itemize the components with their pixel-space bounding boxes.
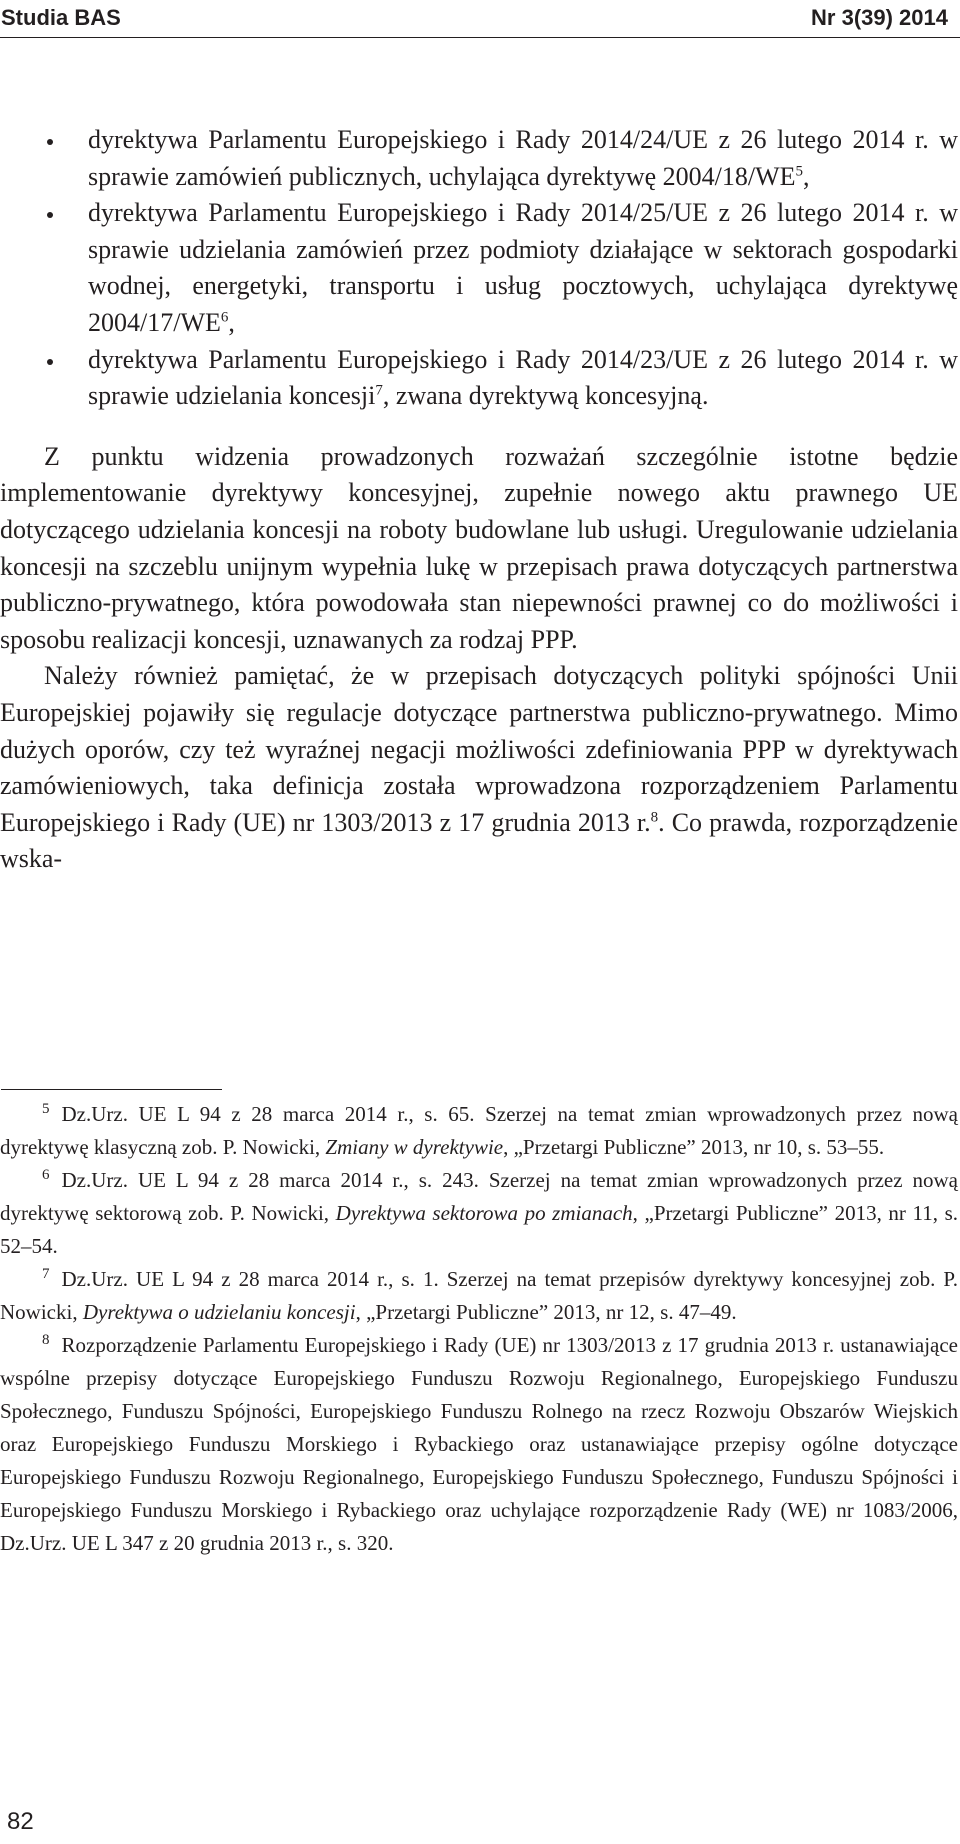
footnotes bbox=[0, 1098, 958, 1560]
footnote-ref[interactable]: 7 bbox=[375, 382, 383, 399]
footnote-ref[interactable]: 5 bbox=[795, 162, 804, 179]
footnote: $^6$ Dz.Urz. UE L 94 z 28 marca 2014 r., s. 243. Szerzej na temat zmian wprowadzonych przez nową dyrektywę sektorową zob. P. Nowicki, Dyrektywa sektorowa po zmianach, „Przetargi Publiczne” 2013, nr 11, s. 52–54. bbox=[0, 1167, 958, 1258]
footnote-separator bbox=[1, 1089, 222, 1090]
running-header bbox=[0, 0, 960, 40]
footnote: $^5$ Dz.Urz. UE L 94 z 28 marca 2014 r., s. 65. Szerzej na temat zmian wprowadzonych przez nową dyrektywę klasyczną zob. P. Nowicki, Zmiany w dyrektywie, „Przetargi Publiczne” 2013, nr 10, s. 53–55. bbox=[0, 1101, 958, 1159]
journal-title: Studia BAS bbox=[1, 5, 121, 30]
footnote-number: 6 bbox=[42, 1167, 50, 1183]
footnote: $^7$ Dz.Urz. UE L 94 z 28 marca 2014 r., s. 1. Szerzej na temat przepisów dyrektywy koncesyjnej zob. P. Nowicki, Dyrektywa o udzielaniu koncesji, „Przetargi Publiczne” 2013, nr 12, s. 47–49. bbox=[0, 1266, 958, 1324]
header-rule bbox=[0, 37, 960, 38]
list-item: dyrektywa Parlamentu Europejskiego i Rady 2014/23/UE z 26 lutego 2014 r. w sprawie udzielania koncesji$^7$, zwana dyrektywą koncesyjną. bbox=[0, 342, 958, 415]
footnote-number: 8 bbox=[42, 1332, 50, 1348]
main-text bbox=[0, 122, 958, 878]
paragraph: Z punktu widzenia prowadzonych rozważań szczególnie istotne będzie implementowanie dyrektywy koncesyjnej, zupełnie nowego aktu prawnego UE dotyczącego udzielania koncesji na roboty budowlane lub usługi. Uregulowanie udzielania koncesji na szczeblu unijnym wypełnia lukę w przepisach prawa dotyczących partnerstwa publiczno-prywatnego, która powodowała stan niepewności prawnej co do możliwości i sposobu realizacji koncesji, uznawanych za rodzaj PPP. bbox=[0, 441, 958, 654]
footnote-number: 5 bbox=[42, 1101, 50, 1117]
footnote-ref[interactable]: 8 bbox=[650, 809, 659, 826]
list-item: dyrektywa Parlamentu Europejskiego i Rady 2014/25/UE z 26 lutego 2014 r. w sprawie udzielania zamówień przez podmioty działające w sektorach gospodarki wodnej, energetyki, transportu i usług pocztowych, uchylająca dyrektywę $2004/17/WE^6$, bbox=[0, 195, 958, 341]
list-item: dyrektywa Parlamentu Europejskiego i Rady 2014/24/UE z 26 lutego 2014 r. w sprawie zamówień publicznych, uchylająca dyrektywę $2004/18/WE^5$, bbox=[0, 122, 958, 195]
directive-list bbox=[0, 122, 958, 415]
paragraph: Należy również pamiętać, że w przepisach dotyczących polityki spójności Unii Europejskiej pojawiły się regulacje dotyczące partnerstwa publiczno-prywatnego. Mimo dużych oporów, czy też wyraźnej negacji możliwości zdefiniowania PPP w dyrektywach zamówieniowych, taka definicja została wprowadzona rozporządzeniem Parlamentu Europejskiego i Rady (UE) nr 1303/2013 z 17 grudnia 2013 r.$^8$. Co prawda, rozporządzenie wska- bbox=[0, 661, 958, 874]
page-number: 82 bbox=[7, 1808, 34, 1835]
footnote: $^8$ Rozporządzenie Parlamentu Europejskiego i Rady (UE) nr 1303/2013 z 17 grudnia 2013 r. ustanawiające wspólne przepisy dotyczące Europejskiego Funduszu Rozwoju Regionalnego, Europejskiego Funduszu Społecznego, Funduszu Spójności, Europejskiego Funduszu Rolnego na rzecz Rozwoju Obszarów Wiejskich oraz Europejskiego Funduszu Morskiego i Rybackiego oraz ustanawiające przepisy ogólne dotyczące Europejskiego Funduszu Rozwoju Regionalnego, Europejskiego Funduszu Społecznego, Funduszu Spójności i Europejskiego Funduszu Morskiego i Rybackiego oraz uchylające rozporządzenie Rady (WE) nr 1083/2006, Dz.Urz. UE L 347 z 20 grudnia 2013 r., s. 320. bbox=[0, 1332, 958, 1555]
footnote-ref[interactable]: 6 bbox=[220, 309, 229, 326]
footnote-number: 7 bbox=[42, 1266, 50, 1282]
issue-number: Nr 3(39) 2014 bbox=[811, 5, 948, 30]
